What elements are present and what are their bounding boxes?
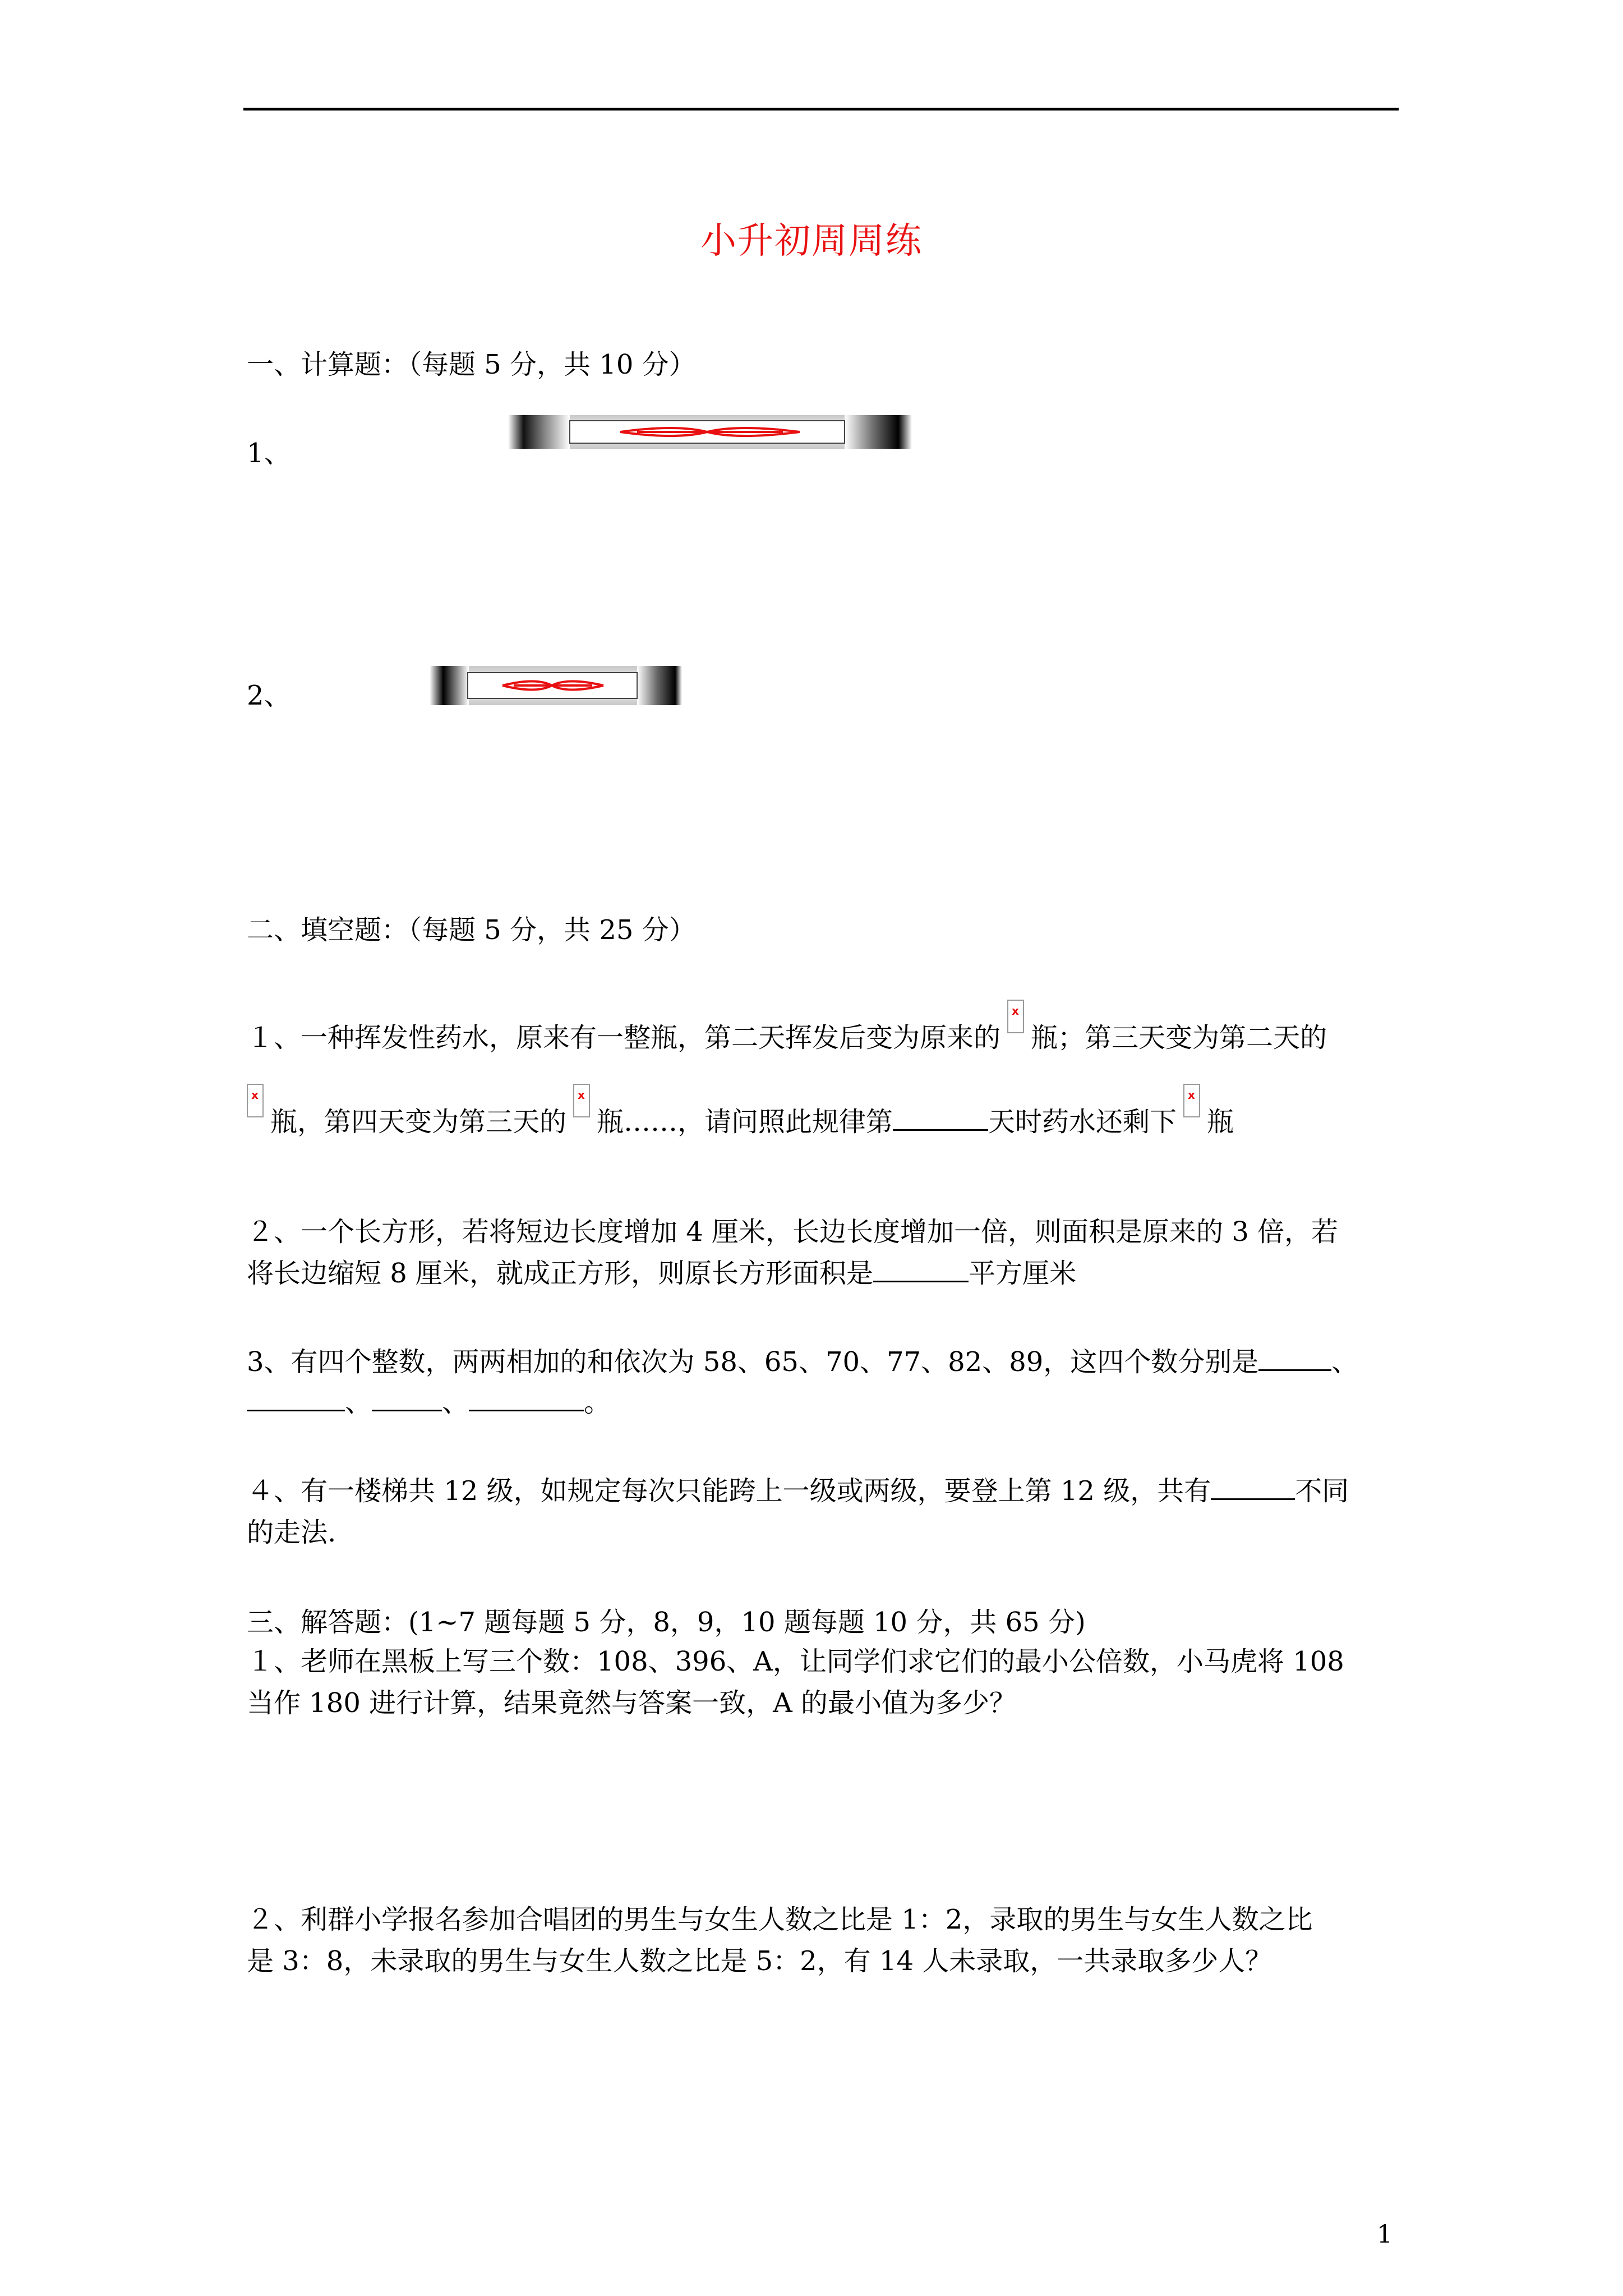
section1-q2-label: 2、 <box>247 680 291 711</box>
section2-q4-text-b: 不同 <box>1295 1475 1349 1507</box>
broken-fraction-image-icon <box>247 1084 264 1117</box>
section2-q2-text-b: 平方厘米 <box>969 1258 1077 1289</box>
answer-blank[interactable] <box>873 1258 969 1282</box>
broken-fraction-image-icon <box>1183 1084 1200 1117</box>
section1-q1-label: 1、 <box>247 438 291 469</box>
section2-q4-text-a: ４、有一楼梯共 12 级，如规定每次只能跨上一级或两级，要登上第 12 级，共有 <box>247 1475 1211 1507</box>
section2-q4-line2: 的走法. <box>247 1517 336 1548</box>
separator: 、 <box>442 1387 469 1418</box>
answer-blank[interactable] <box>469 1387 584 1411</box>
answer-blank[interactable] <box>1211 1476 1295 1500</box>
separator: 、 <box>1331 1346 1359 1378</box>
section1-heading: 一、计算题：（每题 5 分，共 10 分） <box>247 349 696 380</box>
section2-q1-text-d: 瓶……，请问照此规律第 <box>597 1106 893 1138</box>
section2-q1-text-f: 瓶 <box>1207 1106 1234 1138</box>
section3-q2-line2: 是 3：8，未录取的男生与女生人数之比是 5：2，有 14 人未录取，一共录取多少人？ <box>247 1945 1272 1977</box>
separator: 、 <box>345 1387 372 1418</box>
period: 。 <box>584 1387 611 1418</box>
section3-q1-line2: 当作 180 进行计算，结果竟然与答案一致，A 的最小值为多少？ <box>247 1687 1017 1719</box>
section2-heading: 二、填空题：（每题 5 分，共 25 分） <box>247 914 696 946</box>
section2-q1-line2 <box>247 1084 1234 1139</box>
page-number: 1 <box>1377 2220 1393 2249</box>
section2-q3-line2 <box>247 1386 611 1419</box>
section2-q1-text-c: 瓶，第四天变为第三天的 <box>270 1106 567 1138</box>
formula-image-1 <box>508 414 912 450</box>
section2-q3-line1 <box>247 1345 1358 1379</box>
broken-fraction-image-icon <box>573 1084 590 1117</box>
section3-heading: 三、解答题：(1~7 题每题 5 分，8，9，10 题每题 10 分，共 65 分) <box>247 1607 1086 1638</box>
section2-q3-text: 3、有四个整数，两两相加的和依次为 58、65、70、77、82、89，这四个数分别是 <box>247 1346 1259 1378</box>
section2-q1-text-a: １、一种挥发性药水，原来有一整瓶，第二天挥发后变为原来的 <box>247 1022 1001 1053</box>
header-rule <box>243 108 1399 111</box>
section2-q2-text-a: 将长边缩短 8 厘米，就成正方形，则原长方形面积是 <box>247 1258 874 1289</box>
section2-q2-line2 <box>247 1257 1076 1290</box>
answer-blank[interactable] <box>372 1387 442 1411</box>
answer-blank[interactable] <box>1258 1347 1331 1371</box>
section2-q1-line1 <box>247 1000 1391 1055</box>
broken-fraction-image-icon <box>1007 1000 1024 1033</box>
section2-q4-line1 <box>247 1474 1349 1508</box>
answer-blank[interactable] <box>247 1387 345 1411</box>
formula-image-2 <box>430 665 682 706</box>
section3-q2-line1: ２、利群小学报名参加合唱团的男生与女生人数之比是 1：2，录取的男生与女生人数之比 <box>247 1904 1313 1935</box>
section2-q1-text-b: 瓶；第三天变为第二天的 <box>1031 1022 1327 1053</box>
page-title: 小升初周周练 <box>700 220 923 262</box>
section2-q2-line1: ２、一个长方形，若将短边长度增加 4 厘米，长边长度增加一倍，则面积是原来的 3 倍，若 <box>247 1216 1339 1248</box>
answer-blank[interactable] <box>893 1107 988 1131</box>
section2-q1-text-e: 天时药水还剩下 <box>988 1106 1177 1138</box>
section3-q1-line1: １、老师在黑板上写三个数：108、396、A，让同学们求它们的最小公倍数，小马虎将 108 <box>247 1646 1344 1677</box>
